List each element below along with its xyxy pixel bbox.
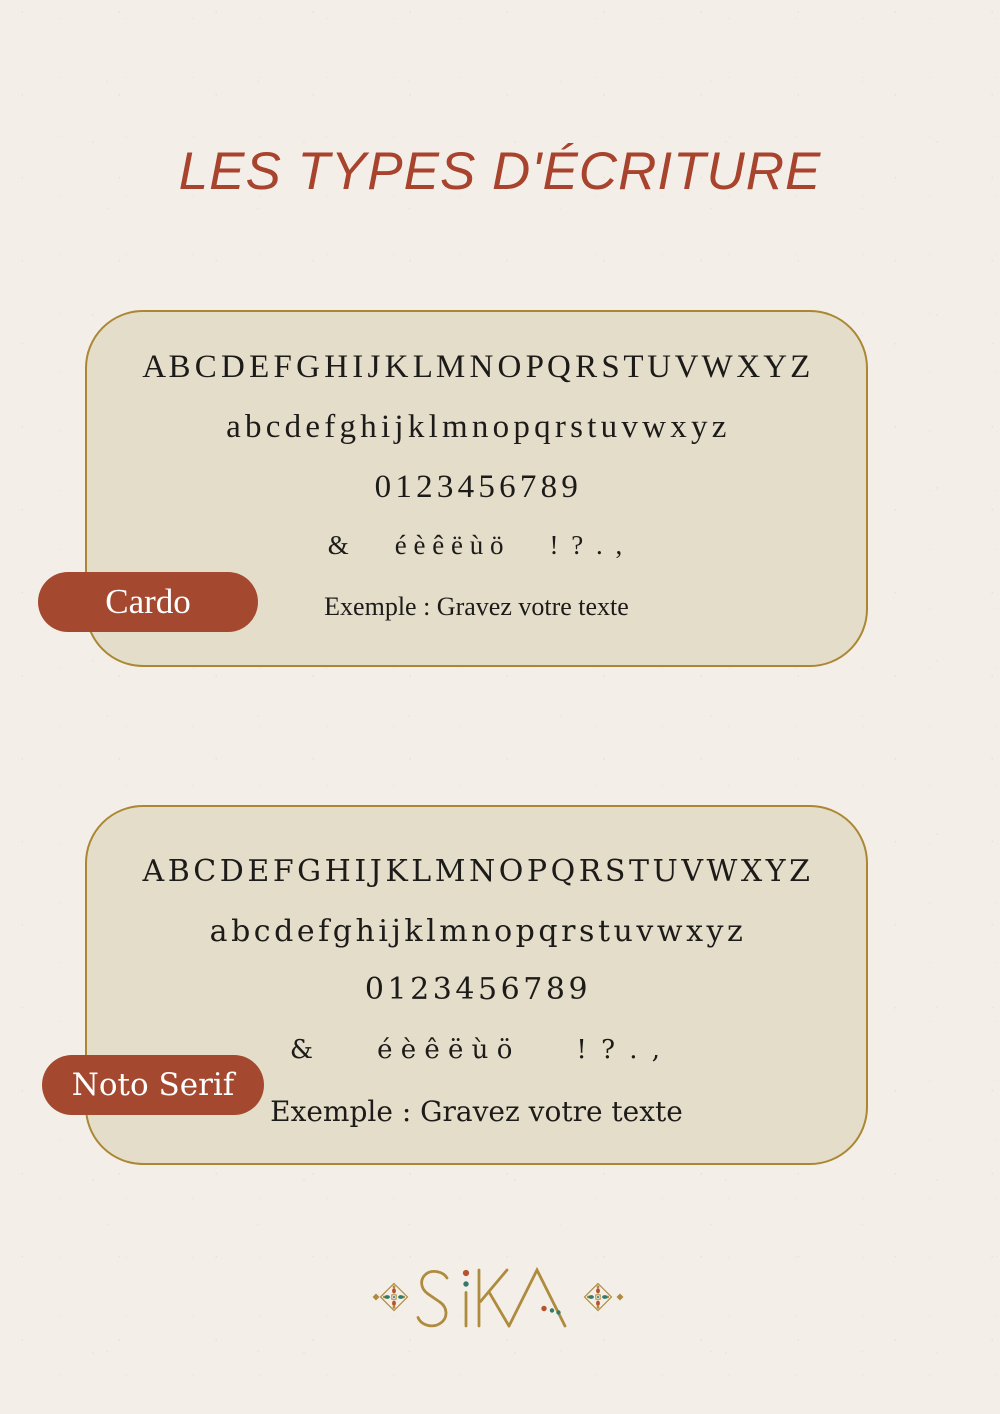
punctuation: ! ? . , — [549, 530, 626, 560]
logo-letter-dots — [463, 1270, 561, 1315]
logo-letter-s — [418, 1271, 447, 1325]
symbols-row — [87, 522, 866, 568]
accented-letters: é è ê ë ù ö — [394, 530, 504, 560]
logo-letter-k — [479, 1270, 509, 1326]
page-title: LES TYPES D'ÉCRITURE — [178, 142, 822, 201]
lowercase-alphabet: a b c d e f g h i j k l m n o p q r s t u v w x y z — [209, 914, 744, 949]
uppercase-alphabet: A B C D E F G H I J K L M N O P Q R S T U V W X Y Z — [142, 854, 811, 889]
example-text: Exemple : Gravez votre texte — [270, 1095, 683, 1128]
uppercase-alphabet: A B C D E F G H I J K L M N O P Q R S T U V W X Y Z — [142, 349, 811, 385]
digits-row: 0 1 2 3 4 5 6 7 8 9 — [364, 972, 589, 1007]
left-ornament-icon — [373, 1284, 408, 1311]
right-ornament-icon — [585, 1284, 624, 1311]
digits-row: 0 1 2 3 4 5 6 7 8 9 — [374, 469, 579, 505]
example-text: Exemple : Gravez votre texte — [324, 592, 629, 621]
ampersand: & — [327, 530, 349, 560]
accented-letters: é è ê ë ù ö — [377, 1035, 513, 1065]
logo-letters — [418, 1270, 565, 1326]
font-name-badge-noto-serif: Noto Serif — [42, 1055, 264, 1115]
font-name-badge-cardo: Cardo — [38, 572, 258, 632]
lowercase-alphabet: a b c d e f g h i j k l m n o p q r s t u v w x y z — [226, 409, 727, 445]
ampersand: & — [289, 1035, 314, 1065]
logo-letter-a — [509, 1270, 565, 1326]
sika-logo — [372, 1256, 628, 1340]
punctuation: ! ? . , — [576, 1035, 664, 1065]
sika-logo-graphic — [372, 1256, 628, 1340]
